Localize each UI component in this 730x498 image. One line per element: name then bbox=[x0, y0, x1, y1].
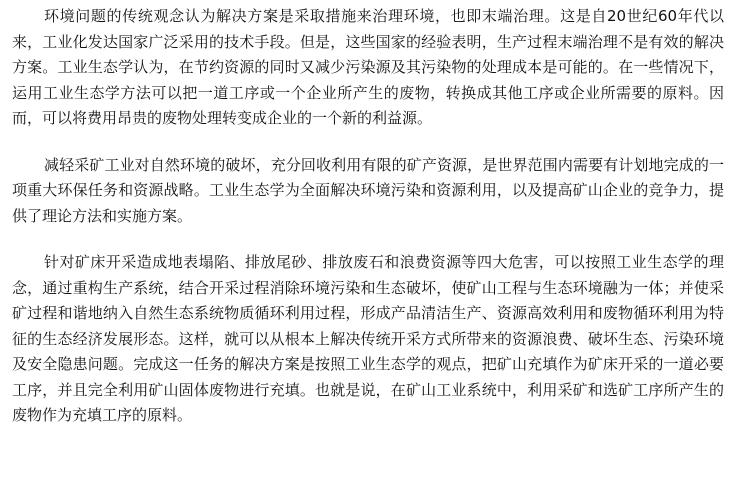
paragraph-end-of-pipe-treatment: 环境问题的传统观念认为解决方案是采取措施来治理环境，也即末端治理。这是自20世纪60年代以来，工业化发达国家广泛采用的技术手段。但是，这些国家的经验表明，生产过程末端治理不是有效的解决方案。工业生态学认为，在节约资源的同时又减少污染源及其污染物的处理成本是可能的。在一些情况下，运用工业生态学方法可以把一道工序或一个企业所产生的废物，转换成其他工序或企业所需要的原料。因而，可以将费用昂贵的废物处理转变成企业的一个新的利益源。 bbox=[12, 7, 724, 127]
document-body bbox=[12, 4, 724, 429]
paragraph-mine-backfill-solution: 针对矿床开采造成地表塌陷、排放尾砂、排放废石和浪费资源等四大危害，可以按照工业生态学的理念，通过重构生产系统，结合开采过程消除环境污染和生态破坏，使矿山工程与生态环境融为一体；并使采矿过程和谐地纳入自然生态系统物质循环利用过程，形成产品清洁生产、资源高效利用和废物循环利用为特征的生态经济发展形态。这样，就可以从根本上解决传统开采方式所带来的资源浪费、破坏生态、污染环境及安全隐患问题。完成这一任务的解决方案是按照工业生态学的观点，把矿山充填作为矿床开采的一道必要工序，并且完全利用矿山固体废物进行充填。也就是说，在矿山工业系统中，利用采矿和选矿工序所产生的废物作为充填工序的原料。 bbox=[12, 253, 724, 424]
paragraph-mining-environmental-strategy: 减轻采矿工业对自然环境的破坏，充分回收利用有限的矿产资源，是世界范围内需要有计划地完成的一项重大环保任务和资源战略。工业生态学为全面解决环境污染和资源利用，以及提高矿山企业的竞争力，提供了理论方法和实施方案。 bbox=[12, 155, 724, 225]
